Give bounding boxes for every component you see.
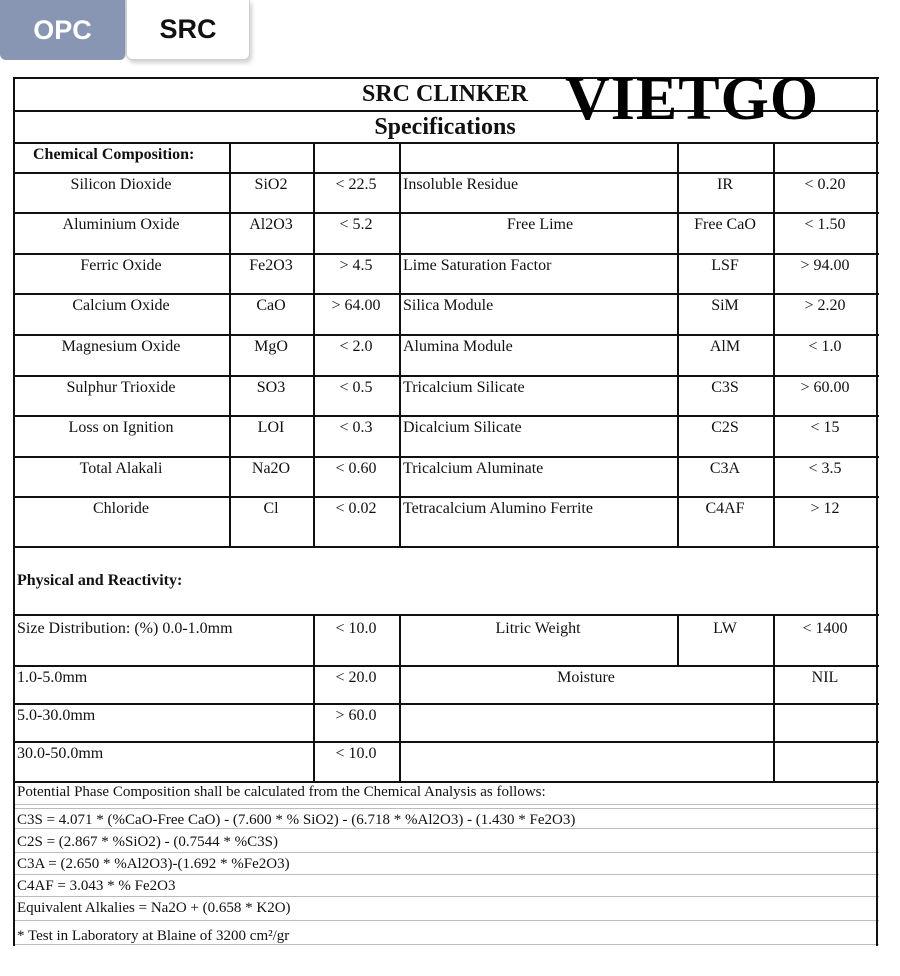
table-rule bbox=[399, 142, 401, 546]
property-symbol: C3A bbox=[709, 460, 741, 477]
formula-line: C4AF = 3.043 * % Fe2O3 bbox=[17, 878, 176, 894]
table-rule bbox=[13, 741, 879, 743]
table-rule bbox=[13, 703, 879, 705]
table-rule bbox=[13, 665, 879, 667]
property-value: > 12 bbox=[810, 500, 840, 517]
size-label: Size Distribution: (%) 0.0-1.0mm bbox=[17, 620, 233, 637]
component-name: Total Alakali bbox=[79, 460, 163, 477]
brand-logo: VIETGO bbox=[565, 65, 820, 133]
table-rule bbox=[13, 808, 879, 809]
tab-opc[interactable]: OPC bbox=[0, 0, 126, 60]
property-name: Alumina Module bbox=[403, 338, 513, 355]
component-name: Loss on Ignition bbox=[68, 419, 174, 436]
property-name: Litric Weight bbox=[495, 620, 581, 637]
footnote: * Test in Laboratory at Blaine of 3200 cm²/gr bbox=[17, 928, 290, 944]
property-name: Moisture bbox=[557, 669, 615, 686]
table-rule bbox=[13, 415, 879, 417]
property-value: < 0.20 bbox=[804, 176, 846, 193]
property-name: Dicalcium Silicate bbox=[403, 419, 522, 436]
property-name: Free Lime bbox=[506, 216, 574, 233]
chemical-heading: Chemical Composition: bbox=[33, 146, 195, 163]
size-label: 1.0-5.0mm bbox=[17, 669, 88, 686]
property-value: < 1400 bbox=[802, 620, 848, 637]
property-symbol: LSF bbox=[711, 257, 739, 274]
table-rule bbox=[13, 334, 879, 336]
component-name: Aluminium Oxide bbox=[62, 216, 180, 233]
property-symbol: SiM bbox=[711, 297, 739, 314]
component-symbol: LOI bbox=[257, 419, 285, 436]
property-value: < 1.0 bbox=[808, 338, 842, 355]
table-rule bbox=[13, 781, 15, 946]
component-name: Silicon Dioxide bbox=[70, 176, 172, 193]
tab-src[interactable]: SRC bbox=[126, 0, 250, 60]
property-name: Lime Saturation Factor bbox=[403, 257, 552, 274]
component-symbol: Al2O3 bbox=[249, 216, 293, 233]
formula-line: Equivalent Alkalies = Na2O + (0.658 * K2O) bbox=[17, 900, 291, 916]
component-value: > 64.00 bbox=[331, 297, 381, 314]
table-rule bbox=[13, 804, 879, 805]
property-symbol: IR bbox=[717, 176, 733, 193]
size-value: > 60.0 bbox=[335, 707, 377, 724]
property-name: Insoluble Residue bbox=[403, 176, 519, 193]
property-value: > 94.00 bbox=[800, 257, 850, 274]
property-value: > 2.20 bbox=[804, 297, 846, 314]
table-rule bbox=[13, 896, 879, 897]
table-rule bbox=[13, 920, 879, 921]
table-rule bbox=[13, 874, 879, 875]
property-symbol: C2S bbox=[711, 419, 739, 436]
formula-line: C2S = (2.867 * %SiO2) - (0.7544 * %C3S) bbox=[17, 834, 278, 850]
property-name: Tricalcium Aluminate bbox=[403, 460, 544, 477]
component-name: Calcium Oxide bbox=[72, 297, 170, 314]
component-value: < 0.60 bbox=[335, 460, 377, 477]
physical-heading: Physical and Reactivity: bbox=[17, 572, 183, 589]
property-symbol: Free CaO bbox=[694, 216, 756, 233]
component-value: < 0.02 bbox=[335, 500, 377, 517]
component-value: < 0.5 bbox=[339, 379, 373, 396]
table-rule bbox=[13, 142, 879, 144]
property-symbol: C4AF bbox=[705, 500, 745, 517]
component-name: Magnesium Oxide bbox=[61, 338, 181, 355]
component-value: < 0.3 bbox=[339, 419, 373, 436]
size-value: < 10.0 bbox=[335, 745, 377, 762]
notes-intro: Potential Phase Composition shall be calculated from the Chemical Analysis as follows: bbox=[17, 784, 546, 800]
table-rule bbox=[13, 172, 879, 174]
table-rule bbox=[13, 253, 879, 255]
table-rule bbox=[399, 614, 401, 781]
component-symbol: Na2O bbox=[251, 460, 291, 477]
property-value: < 3.5 bbox=[808, 460, 842, 477]
page-subtitle: Specifications bbox=[374, 114, 516, 140]
property-symbol: C3S bbox=[711, 379, 739, 396]
component-value: < 2.0 bbox=[339, 338, 373, 355]
table-rule bbox=[773, 614, 775, 781]
component-symbol: SiO2 bbox=[254, 176, 288, 193]
size-label: 30.0-50.0mm bbox=[17, 745, 104, 762]
component-name: Ferric Oxide bbox=[80, 257, 162, 274]
component-name: Chloride bbox=[93, 500, 149, 517]
product-tabs bbox=[0, 0, 252, 62]
component-symbol: Fe2O3 bbox=[249, 257, 293, 274]
table-rule bbox=[876, 781, 878, 946]
size-value: < 10.0 bbox=[335, 620, 377, 637]
component-name: Sulphur Trioxide bbox=[66, 379, 176, 396]
component-value: < 22.5 bbox=[335, 176, 377, 193]
property-name: Silica Module bbox=[403, 297, 494, 314]
component-symbol: SO3 bbox=[256, 379, 286, 396]
component-value: > 4.5 bbox=[339, 257, 373, 274]
component-symbol: Cl bbox=[263, 500, 279, 517]
property-name: Tetracalcium Alumino Ferrite bbox=[403, 500, 593, 517]
table-rule bbox=[13, 614, 879, 616]
size-label: 5.0-30.0mm bbox=[17, 707, 96, 724]
table-rule bbox=[13, 852, 879, 853]
table-rule bbox=[13, 212, 879, 214]
table-rule bbox=[13, 546, 879, 548]
property-symbol: AlM bbox=[709, 338, 741, 355]
page-title: SRC CLINKER bbox=[361, 81, 529, 107]
component-symbol: CaO bbox=[256, 297, 286, 314]
property-value: > 60.00 bbox=[800, 379, 850, 396]
property-value: NIL bbox=[811, 669, 839, 686]
property-symbol: LW bbox=[713, 620, 737, 637]
formula-line: C3A = (2.650 * %Al2O3)-(1.692 * %Fe2O3) bbox=[17, 856, 290, 872]
property-value: < 15 bbox=[810, 419, 840, 436]
table-rule bbox=[13, 496, 879, 498]
table-rule bbox=[13, 293, 879, 295]
property-value: < 1.50 bbox=[804, 216, 846, 233]
table-rule bbox=[13, 375, 879, 377]
size-value: < 20.0 bbox=[335, 669, 377, 686]
component-value: < 5.2 bbox=[339, 216, 373, 233]
property-name: Tricalcium Silicate bbox=[403, 379, 525, 396]
component-symbol: MgO bbox=[254, 338, 288, 355]
table-rule bbox=[13, 456, 879, 458]
formula-line: C3S = 4.071 * (%CaO-Free CaO) - (7.600 * % SiO2) - (6.718 * %Al2O3) - (1.430 * Fe2O3) bbox=[17, 812, 576, 828]
